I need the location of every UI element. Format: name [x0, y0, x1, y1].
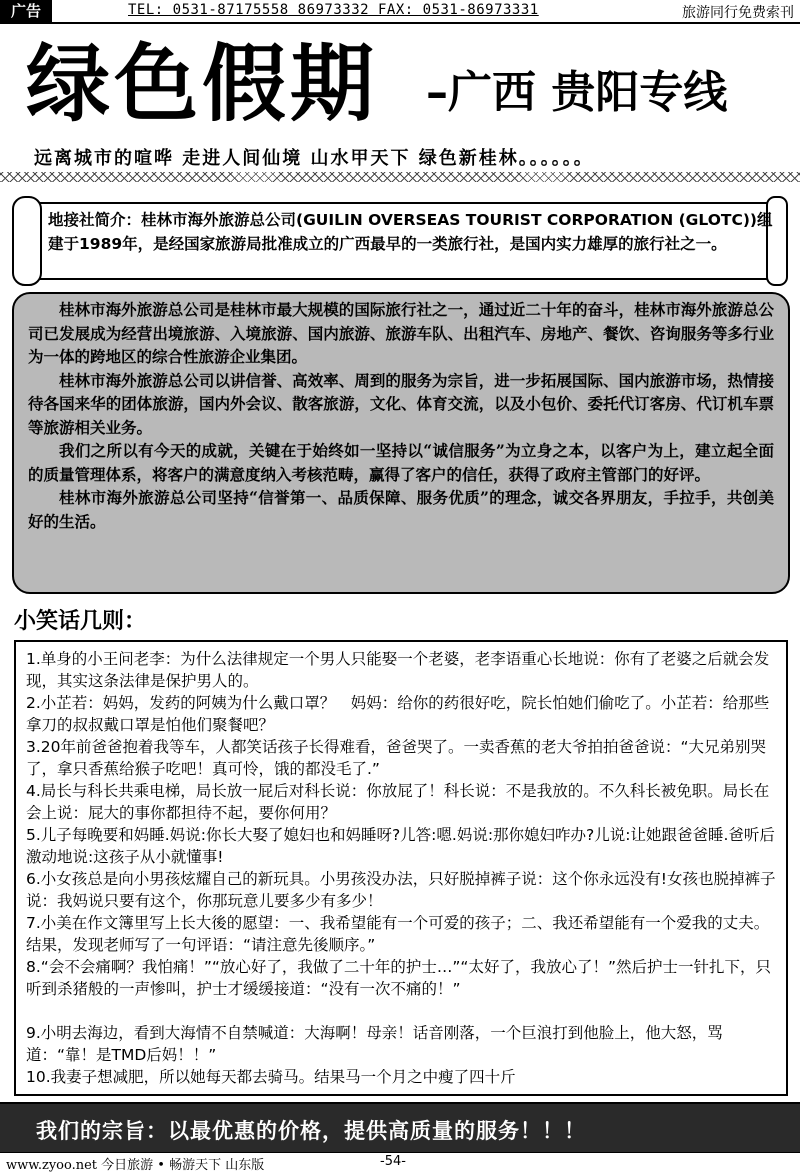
page-number: -54-	[380, 1154, 406, 1169]
joke-item: 2.小芷若：妈妈，发药的阿姨为什么戴口罩？ 妈妈：给你的药很好吃，院长怕她们偷吃了。小芷若：给那些拿刀的叔叔戴口罩是怕他们聚餐吧？	[26, 694, 770, 734]
intro-paragraph: 桂林市海外旅游总公司坚持“信誉第一、品质保障、服务优质”的理念，诚交各界朋友，手拉手，共创美好的生活。	[28, 488, 774, 531]
joke-item: 6.小女孩总是向小男孩炫耀自己的新玩具。小男孩没办法，只好脱掉裤子说：这个你永远没有!女孩也脱掉裤子说：我妈说只要有这个，你那玩意儿要多少有多少！	[26, 870, 776, 910]
footer	[0, 1152, 800, 1172]
joke-item: 8.“会不会痛啊？我怕痛！”“放心好了，我做了二十年的护士…”“太好了，我放心了！”然后护士一针扎下，只听到杀猪般的一声惨叫，护士才缓缓接道：“没有一次不痛的！”	[26, 958, 771, 998]
intro-paragraph: 桂林市海外旅游总公司是桂林市最大规模的国际旅行社之一，通过近二十年的奋斗，桂林市海外旅游总公司已发展成为经营出境旅游、入境旅游、国内旅游、旅游车队、出租汽车、房地产、餐饮、咨询服务等多行业为一体的跨地区的综合性旅游企业集团。	[28, 300, 774, 366]
company-intro-panel	[12, 292, 790, 594]
route-subtitle: –广西 贵阳专线	[426, 67, 728, 118]
free-catalog-note: 旅游同行免费索刊	[682, 5, 794, 21]
joke-item: 5.儿子每晚要和妈睡.妈说:你长大娶了媳妇也和妈睡呀?儿答:嗯.妈说:那你媳妇咋办?儿说:让她跟爸爸睡.爸听后激动地说:这孩子从小就懂事!	[26, 826, 775, 866]
contact-line: TEL: 0531-87175558 86973332 FAX: 0531-86973331	[128, 2, 539, 18]
jokes-heading: 小笑话几则：	[14, 609, 147, 634]
scroll-left-curl	[12, 196, 42, 286]
intro-paragraph: 我们之所以有今天的成就，关键在于始终如一坚持以“诚信服务”为立身之本，以客户为上，建立起全面的质量管理体系，将客户的满意度纳入考核范畴，赢得了客户的信任，获得了政府主管部门的好评。	[28, 441, 774, 484]
joke-item: 3.20年前爸爸抱着我等车，人都笑话孩子长得难看，爸爸哭了。一卖香蕉的老大爷拍拍爸爸说：“大兄弟别哭了，拿只香蕉给猴子吃吧！真可怜，饿的都没毛了.”	[26, 738, 767, 778]
agency-intro-text: 地接社简介：桂林市海外旅游总公司(GUILIN OVERSEAS TOURIST CORPORATION (GLOTC))组建于1989年，是经国家旅游局批准成立的广西最早的一类旅行社，是国内实力雄厚的旅行社之一。	[48, 211, 773, 253]
page-title: 绿色假期	[26, 35, 379, 133]
ad-tag: 广告	[0, 0, 52, 22]
intro-paragraph: 桂林市海外旅游总公司以讲信誉、高效率、周到的服务为宗旨，进一步拓展国际、国内旅游市场，热情接待各国来华的团体旅游，国内外会议、散客旅游，文化、体育交流，以及小包价、委托代订客房、代订机车票等旅游相关业务。	[28, 370, 774, 437]
joke-item: 7.小美在作文簿里写上长大後的愿望：一、我希望能有一个可爱的孩子；二、我还希望能有一个爱我的丈夫。结果，发现老师写了一句评语：“请注意先後顺序。”	[26, 914, 770, 954]
joke-item: 4.局长与科长共乘电梯，局长放一屁后对科长说：你放屁了！科长说：不是我放的。不久科长被免职。局长在会上说：屁大的事你都担待不起，要你何用？	[26, 782, 770, 822]
agency-scroll-banner	[12, 196, 788, 284]
footer-site: www.zyoo.net 今日旅游 • 畅游天下 山东版	[6, 1158, 265, 1173]
slogan: 远离城市的喧哗 走进人间仙境 山水甲天下 绿色新桂林。。。。。。	[34, 148, 594, 169]
company-motto: 我们的宗旨：以最优惠的价格，提供高质量的服务！！！	[36, 1119, 586, 1143]
joke-item: 1.单身的小王问老李：为什么法律规定一个男人只能娶一个老婆，老李语重心长地说：你有了老婆之后就会发现，其实这条法律是保护男人的。	[26, 650, 770, 690]
joke-item: 10.我妻子想减肥，所以她每天都去骑马。结果马一个月之中瘦了四十斤	[26, 1068, 516, 1086]
motto-bar	[0, 1102, 800, 1154]
decorative-divider	[0, 172, 800, 182]
top-bar	[0, 0, 800, 24]
jokes-box	[14, 640, 788, 1096]
joke-item: 9.小明去海边，看到大海情不自禁喊道：大海啊！母亲！话音刚落，一个巨浪打到他脸上，他大怒，骂道：“靠！是TMD后妈！！”	[26, 1024, 723, 1064]
